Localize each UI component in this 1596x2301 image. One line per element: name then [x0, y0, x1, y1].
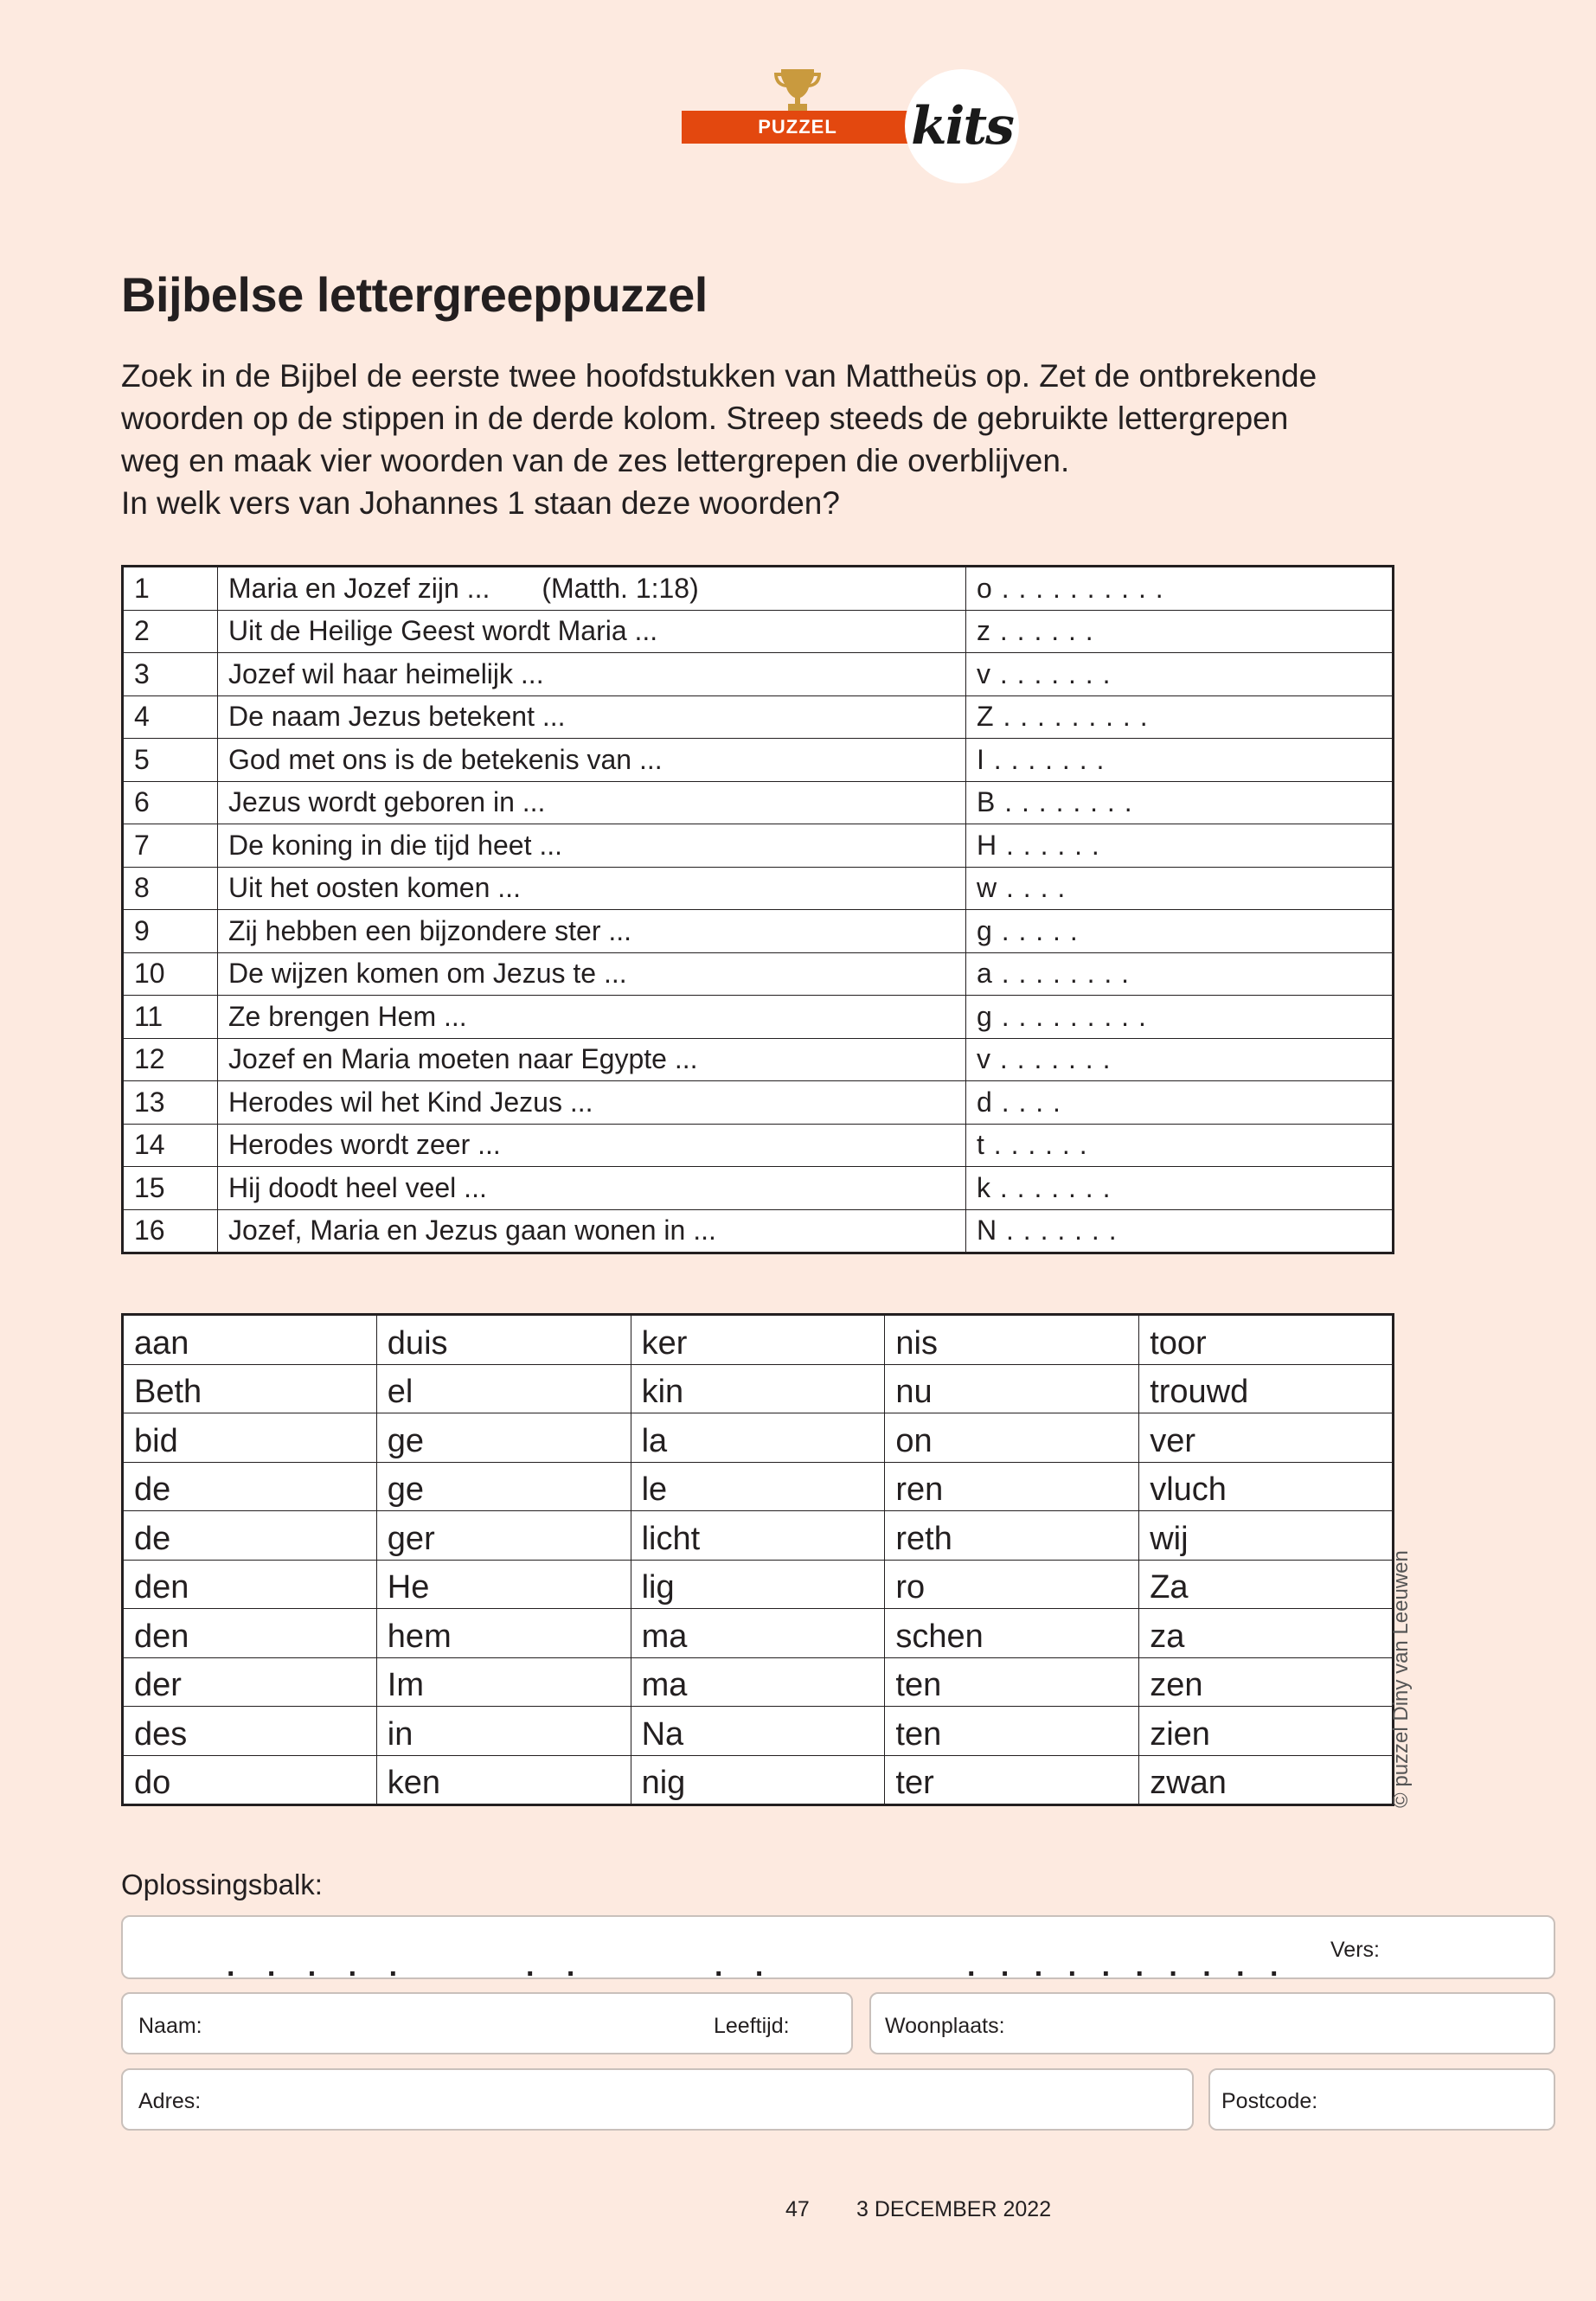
syllable-table	[121, 1313, 1394, 1806]
syllable-cell[interactable]: den	[123, 1609, 377, 1658]
answer-cell[interactable]: Z . . . . . . . . .	[966, 695, 1394, 739]
syllable-cell[interactable]: za	[1139, 1609, 1394, 1658]
question-text	[218, 824, 966, 868]
syllable-cell[interactable]: ker	[631, 1315, 885, 1365]
answer-cell[interactable]: k . . . . . . .	[966, 1167, 1394, 1210]
syllable-cell[interactable]: des	[123, 1707, 377, 1756]
syllable-row	[123, 1511, 1394, 1561]
question-number: 7	[123, 824, 218, 868]
vers-label: Vers:	[1330, 1938, 1380, 1962]
syllable-cell[interactable]: in	[376, 1707, 631, 1756]
answer-cell[interactable]: a . . . . . . . .	[966, 952, 1394, 996]
answer-cell[interactable]: B . . . . . . . .	[966, 781, 1394, 824]
syllable-cell[interactable]: den	[123, 1560, 377, 1609]
answer-cell[interactable]: g . . . . .	[966, 910, 1394, 953]
syllable-cell[interactable]: nis	[885, 1315, 1139, 1365]
syllable-cell[interactable]: ten	[885, 1657, 1139, 1707]
adres-label: Adres:	[138, 2089, 202, 2113]
syllable-cell[interactable]: He	[376, 1560, 631, 1609]
question-row	[123, 996, 1394, 1039]
syllable-cell[interactable]: ten	[885, 1707, 1139, 1756]
question-text	[218, 952, 966, 996]
syllable-row	[123, 1315, 1394, 1365]
syllable-row	[123, 1755, 1394, 1805]
trophy-icon	[771, 67, 824, 112]
syllable-cell[interactable]: zen	[1139, 1657, 1394, 1707]
question-number: 9	[123, 910, 218, 953]
question-label: De wijzen komen om Jezus te ...	[228, 958, 627, 990]
question-label: Jezus wordt geboren in ...	[228, 786, 546, 818]
question-text	[218, 781, 966, 824]
naam-label: Naam:	[138, 2014, 202, 2038]
question-label: Jozef wil haar heimelijk ...	[228, 657, 544, 689]
postcode-label: Postcode:	[1221, 2089, 1318, 2113]
syllable-cell[interactable]: ma	[631, 1657, 885, 1707]
instructions	[121, 355, 1419, 524]
instruction-line: woorden op de stippen in de derde kolom. Streep steeds de gebruikte lettergrepen	[121, 401, 1289, 436]
question-number: 13	[123, 1081, 218, 1125]
answer-cell[interactable]: v . . . . . . .	[966, 653, 1394, 696]
question-row	[123, 1081, 1394, 1125]
instruction-line: In welk vers van Johannes 1 staan deze woorden?	[121, 485, 840, 521]
answer-cell[interactable]: w . . . .	[966, 867, 1394, 910]
syllable-row	[123, 1609, 1394, 1658]
syllable-cell[interactable]: do	[123, 1755, 377, 1805]
answer-cell[interactable]: d . . . .	[966, 1081, 1394, 1125]
syllable-row	[123, 1413, 1394, 1463]
question-label: Maria en Jozef zijn ...	[228, 572, 490, 604]
syllable-cell[interactable]: ken	[376, 1755, 631, 1805]
question-text	[218, 739, 966, 782]
answer-cell[interactable]: I . . . . . . .	[966, 739, 1394, 782]
answer-cell[interactable]: N . . . . . . .	[966, 1209, 1394, 1253]
question-number: 12	[123, 1038, 218, 1081]
syllable-cell[interactable]: vluch	[1139, 1462, 1394, 1511]
syllable-row	[123, 1707, 1394, 1756]
question-row	[123, 781, 1394, 824]
question-label: Ze brengen Hem ...	[228, 1000, 467, 1032]
syllable-cell[interactable]: le	[631, 1462, 885, 1511]
syllable-row	[123, 1364, 1394, 1413]
question-row	[123, 1124, 1394, 1167]
question-number: 10	[123, 952, 218, 996]
syllable-cell[interactable]: ma	[631, 1609, 885, 1658]
question-label: De koning in die tijd heet ...	[228, 829, 563, 861]
question-number: 8	[123, 867, 218, 910]
question-row	[123, 1209, 1394, 1253]
question-label: Zij hebben een bijzondere ster ...	[228, 914, 632, 946]
syllable-cell[interactable]: on	[885, 1413, 1139, 1463]
syllable-cell[interactable]: nu	[885, 1364, 1139, 1413]
question-row	[123, 610, 1394, 653]
question-row	[123, 1167, 1394, 1210]
question-label: Jozef en Maria moeten naar Egypte ...	[228, 1043, 698, 1075]
issue-date: 3 DECEMBER 2022	[856, 2197, 1052, 2221]
question-label: Hij doodt heel veel ...	[228, 1171, 487, 1203]
credit-text: © puzzel Diny van Leeuwen	[1389, 1550, 1413, 1808]
page-title: Bijbelse lettergreeppuzzel	[121, 267, 708, 322]
syllable-cell[interactable]: wij	[1139, 1511, 1394, 1561]
answer-cell[interactable]: z . . . . . .	[966, 610, 1394, 653]
solution-dots-3: . .	[715, 1950, 776, 1983]
syllable-cell[interactable]: ge	[376, 1462, 631, 1511]
question-label: Jozef, Maria en Jezus gaan wonen in ...	[228, 1215, 716, 1247]
question-row	[123, 653, 1394, 696]
syllable-cell[interactable]: de	[123, 1511, 377, 1561]
question-text	[218, 1124, 966, 1167]
question-text	[218, 910, 966, 953]
syllable-cell[interactable]: zien	[1139, 1707, 1394, 1756]
question-text	[218, 996, 966, 1039]
solution-dots-2: . .	[526, 1950, 587, 1983]
question-label: Herodes wordt zeer ...	[228, 1129, 501, 1161]
syllable-row	[123, 1462, 1394, 1511]
solution-dots-4: . . . . . . . . . .	[967, 1950, 1287, 1983]
syllable-row	[123, 1657, 1394, 1707]
question-text	[218, 867, 966, 910]
solution-dots-1: . . . . .	[227, 1950, 410, 1983]
question-label: Uit de Heilige Geest wordt Maria ...	[228, 615, 658, 647]
syllable-cell[interactable]: de	[123, 1462, 377, 1511]
badge-label: PUZZEL	[758, 116, 837, 138]
question-row	[123, 952, 1394, 996]
syllable-row	[123, 1560, 1394, 1609]
syllable-cell[interactable]: la	[631, 1413, 885, 1463]
answer-cell[interactable]: o . . . . . . . . . .	[966, 567, 1394, 611]
syllable-cell[interactable]: lig	[631, 1560, 885, 1609]
answer-cell[interactable]: H . . . . . .	[966, 824, 1394, 868]
question-row	[123, 1038, 1394, 1081]
syllable-cell[interactable]: Beth	[123, 1364, 377, 1413]
question-row	[123, 824, 1394, 868]
syllable-cell[interactable]: el	[376, 1364, 631, 1413]
question-text	[218, 610, 966, 653]
question-row	[123, 867, 1394, 910]
question-number: 11	[123, 996, 218, 1039]
question-number: 15	[123, 1167, 218, 1210]
answer-cell[interactable]: g . . . . . . . . .	[966, 996, 1394, 1039]
question-text	[218, 1167, 966, 1210]
leeftijd-label: Leeftijd:	[714, 2014, 790, 2038]
syllable-cell[interactable]: nig	[631, 1755, 885, 1805]
question-table	[121, 565, 1394, 1254]
instruction-line: weg en maak vier woorden van de zes lettergrepen die overblijven.	[121, 443, 1070, 478]
question-text	[218, 1081, 966, 1125]
syllable-cell[interactable]: ter	[885, 1755, 1139, 1805]
syllable-cell[interactable]: ge	[376, 1413, 631, 1463]
syllable-cell[interactable]: zwan	[1139, 1755, 1394, 1805]
question-row	[123, 739, 1394, 782]
woonplaats-label: Woonplaats:	[885, 2014, 1005, 2038]
question-text	[218, 1209, 966, 1253]
brand-logo: kits	[911, 96, 1013, 157]
question-text	[218, 653, 966, 696]
question-number: 16	[123, 1209, 218, 1253]
syllable-cell[interactable]: aan	[123, 1315, 377, 1365]
question-label: De naam Jezus betekent ...	[228, 701, 566, 733]
solution-label: Oplossingsbalk:	[121, 1868, 323, 1900]
syllable-cell[interactable]: bid	[123, 1413, 377, 1463]
adres-field[interactable]	[121, 2068, 1194, 2131]
question-number: 3	[123, 653, 218, 696]
question-row	[123, 567, 1394, 611]
syllable-cell[interactable]: duis	[376, 1315, 631, 1365]
syllable-cell[interactable]: Za	[1139, 1560, 1394, 1609]
question-number: 5	[123, 739, 218, 782]
syllable-cell[interactable]: der	[123, 1657, 377, 1707]
question-label: God met ons is de betekenis van ...	[228, 743, 663, 775]
question-row	[123, 695, 1394, 739]
question-label: Herodes wil het Kind Jezus ...	[228, 1086, 593, 1118]
question-text	[218, 567, 966, 611]
answer-cell[interactable]: v . . . . . . .	[966, 1038, 1394, 1081]
syllable-cell[interactable]: licht	[631, 1511, 885, 1561]
question-number: 4	[123, 695, 218, 739]
question-number: 2	[123, 610, 218, 653]
syllable-cell[interactable]: Im	[376, 1657, 631, 1707]
syllable-cell[interactable]: toor	[1139, 1315, 1394, 1365]
question-number: 6	[123, 781, 218, 824]
syllable-cell[interactable]: Na	[631, 1707, 885, 1756]
syllable-cell[interactable]: ver	[1139, 1413, 1394, 1463]
syllable-cell[interactable]: ro	[885, 1560, 1139, 1609]
question-text	[218, 695, 966, 739]
instruction-line: Zoek in de Bijbel de eerste twee hoofdstukken van Mattheüs op. Zet de ontbrekende	[121, 358, 1317, 394]
syllable-cell[interactable]: reth	[885, 1511, 1139, 1561]
syllable-cell[interactable]: schen	[885, 1609, 1139, 1658]
question-reference: (Matth. 1:18)	[542, 572, 699, 604]
question-number: 1	[123, 567, 218, 611]
question-text	[218, 1038, 966, 1081]
syllable-cell[interactable]: trouwd	[1139, 1364, 1394, 1413]
syllable-cell[interactable]: hem	[376, 1609, 631, 1658]
page-number: 47	[785, 2197, 810, 2221]
question-label: Uit het oosten komen ...	[228, 872, 521, 904]
question-row	[123, 910, 1394, 953]
question-number: 14	[123, 1124, 218, 1167]
syllable-cell[interactable]: ger	[376, 1511, 631, 1561]
syllable-cell[interactable]: kin	[631, 1364, 885, 1413]
syllable-cell[interactable]: ren	[885, 1462, 1139, 1511]
answer-cell[interactable]: t . . . . . .	[966, 1124, 1394, 1167]
